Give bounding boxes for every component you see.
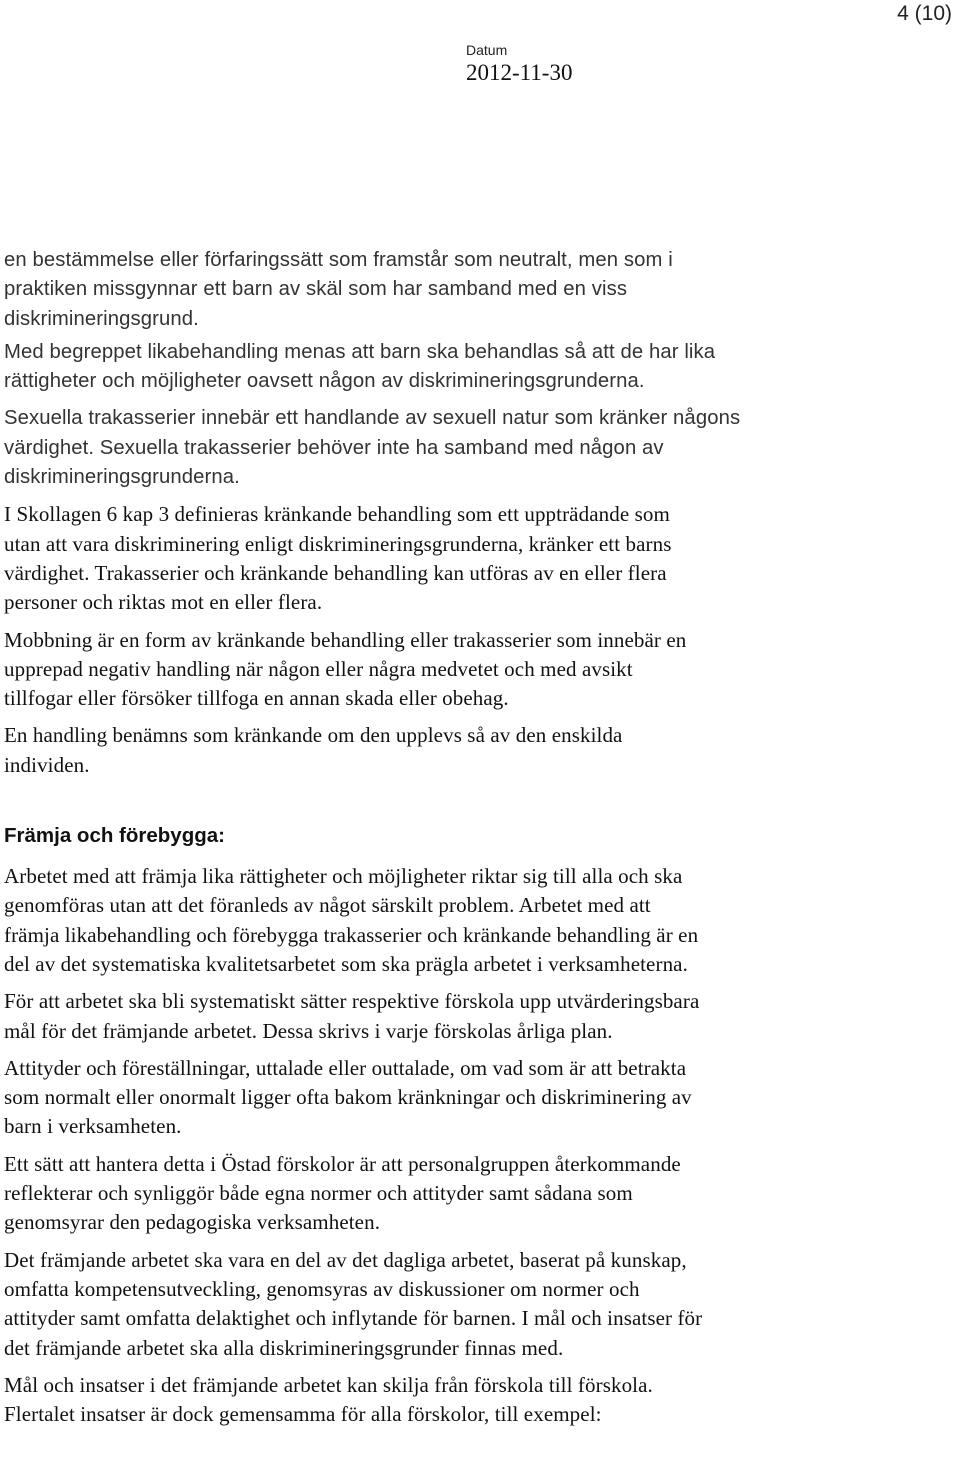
text-line: Mobbning är en form av kränkande behandling eller trakasserier som innebär en <box>4 627 687 652</box>
paragraph-systematiskt <box>4 987 954 1046</box>
text-line: Flertalet insatser är dock gemensamma för alla förskolor, till exempel: <box>4 1402 602 1427</box>
text-line: värdighet. Sexuella trakasserier behöver inte ha samband med någon av <box>4 436 664 459</box>
text-line: utan att vara diskriminering enligt diskrimineringsgrunderna, kränker ett barns <box>4 531 672 556</box>
date-value: 2012-11-30 <box>466 60 573 85</box>
paragraph-arbetet <box>4 862 954 979</box>
paragraph-attityder <box>4 1054 954 1142</box>
text-line: attityder samt omfatta delaktighet och inflytande för barnen. I mål och insatser för <box>4 1306 703 1331</box>
text-line: Med begreppet likabehandling menas att barn ska behandlas så att de har lika <box>4 340 716 363</box>
text-line: För att arbetet ska bli systematiskt sätter respektive förskola upp utvärderingsbara <box>4 989 700 1014</box>
text-line: individen. <box>4 752 90 777</box>
paragraph-indirect-discrimination <box>4 246 954 334</box>
text-line: del av det systematiska kvalitetsarbetet som ska prägla arbetet i verksamheterna. <box>4 951 688 976</box>
text-line: barn i verksamheten. <box>4 1114 182 1139</box>
text-line: en bestämmelse eller förfaringssätt som framstår som neutralt, men som i <box>4 249 673 271</box>
text-line: diskrimineringsgrunderna. <box>4 466 240 489</box>
text-line: främja likabehandling och förebygga trakasserier och kränkande behandling är en <box>4 922 699 947</box>
paragraph-sexual-harassment <box>4 404 954 492</box>
text-line: rättigheter och möjligheter oavsett någon av diskrimineringsgrunderna. <box>4 370 645 393</box>
page-number: 4 (10) <box>897 2 952 25</box>
text-line: praktiken missgynnar ett barn av skäl som har samband med en viss <box>4 278 628 301</box>
paragraph-skollagen <box>4 500 954 617</box>
text-line: personer och riktas mot en eller flera. <box>4 590 323 615</box>
paragraph-framjande <box>4 1246 954 1363</box>
text-line: det främjande arbetet ska alla diskrimineringsgrunder finnas med. <box>4 1335 564 1360</box>
text-line: upprepad negativ handling när någon eller några medvetet och med avsikt <box>4 656 633 681</box>
paragraph-ostad <box>4 1150 954 1238</box>
text-line: En handling benämns som kränkande om den upplevs så av den enskilda <box>4 723 623 748</box>
text-line: omfatta kompetensutveckling, genomsyras av diskussioner om normer och <box>4 1276 640 1301</box>
date-block <box>466 42 572 88</box>
text-line: tillfogar eller försöker tillfoga en annan skada eller obehag. <box>4 686 509 711</box>
text-line: som normalt eller onormalt ligger ofta bakom kränkningar och diskriminering av <box>4 1085 692 1110</box>
text-line: värdighet. Trakasserier och kränkande behandling kan utföras av en eller flera <box>4 560 667 585</box>
text-line: I Skollagen 6 kap 3 definieras kränkande behandling som ett uppträdande som <box>4 502 670 527</box>
text-line: Det främjande arbetet ska vara en del av det dagliga arbetet, baserat på kunskap, <box>4 1247 687 1272</box>
paragraph-likabehandling <box>4 338 954 397</box>
text-line: Arbetet med att främja lika rättigheter och möjligheter riktar sig till alla och ska <box>4 864 683 889</box>
text-line: genomsyrar den pedagogiska verksamheten. <box>4 1210 381 1235</box>
date-label: Datum <box>466 42 508 58</box>
text-line: Attityder och föreställningar, uttalade eller outtalade, om vad som är att betrakta <box>4 1055 687 1080</box>
text-line: Ett sätt att hantera detta i Östad förskolor är att personalgruppen återkommande <box>4 1151 681 1176</box>
paragraph-definition <box>4 721 954 780</box>
section-heading: Främja och förebygga: <box>4 824 225 848</box>
text-line: genomföras utan att det föranleds av något särskilt problem. Arbetet med att <box>4 893 651 918</box>
text-line: mål för det främjande arbetet. Dessa skrivs i varje förskolas årliga plan. <box>4 1018 613 1043</box>
paragraph-mal-och-insatser <box>4 1371 954 1430</box>
text-line: diskrimineringsgrund. <box>4 307 199 330</box>
text-line: Sexuella trakasserier innebär ett handlande av sexuell natur som kränker någons <box>4 407 741 430</box>
document-body <box>4 246 954 1429</box>
text-line: Mål och insatser i det främjande arbetet kan skilja från förskola till förskola. <box>4 1372 653 1397</box>
paragraph-mobbning <box>4 626 954 714</box>
text-line: reflekterar och synliggör både egna normer och attityder samt sådana som <box>4 1181 633 1206</box>
